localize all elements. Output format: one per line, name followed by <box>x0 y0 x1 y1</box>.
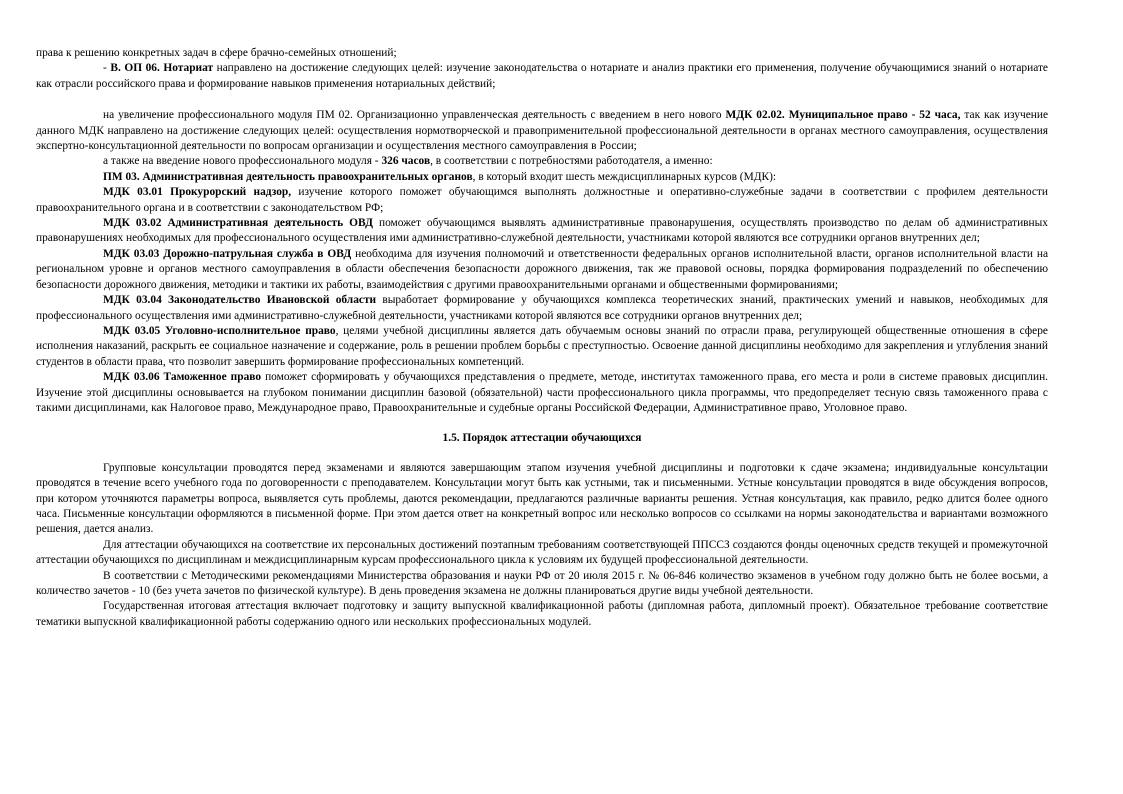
bold-text: МДК 03.03 Дорожно-патрульная служба в ОВД <box>103 247 352 260</box>
paragraph <box>36 61 1048 92</box>
text-run: , целями учебной дисциплины является дать обучаемым основы знаний по отрасли права, регулирующей общественные отношения в сфере исполнения наказаний, раскрыть ее социальное назначение и содержание, роль в решении проблем борьбы с преступностью. Освоение данной дисциплины необходимо для закрепления и углубления знаний студентов в области права, что позволит завершить формирование профессиональных компетенций. <box>36 324 1048 368</box>
paragraph <box>36 538 1048 569</box>
bold-text: В. ОП 06. Нотариат <box>110 62 214 75</box>
paragraph <box>36 569 1048 600</box>
text-run: на увеличение профессионального модуля ПМ 02. Организационно управленческая деятельность с введением в него нового <box>103 109 726 122</box>
text-run: , в соответствии с потребностями работодателя, а именно: <box>430 155 713 168</box>
bold-text: МДК 03.02 Административная деятельность ОВД <box>103 217 373 230</box>
text-run: В соответствии с Методическими рекомендациями Министерства образования и науки РФ от 20 июля 2015 г. № 06-846 количество экзаменов в учебном году должно быть не более восьми, а количество зачетов - 10 (без учета зачетов по физической культуре). В день проведения экзамена не должны планироваться другие виды учебной деятельности. <box>36 569 1048 597</box>
paragraph <box>36 293 1048 324</box>
paragraph <box>36 247 1048 293</box>
paragraph <box>36 461 1048 538</box>
bold-text: МДК 03.04 Законодательство Ивановской области <box>103 294 377 307</box>
paragraph <box>36 370 1048 416</box>
paragraph <box>36 170 1048 185</box>
bold-text: ПМ 03. Административная деятельность правоохранительных органов <box>103 170 473 183</box>
bold-text: МДК 03.06 Таможенное право <box>103 371 262 384</box>
bold-text: МДК 03.01 Прокурорский надзор, <box>103 186 292 199</box>
bold-text: МДК 02.02. Муниципальное право - 52 часа, <box>725 109 961 122</box>
document-body <box>36 46 1048 630</box>
text-run: поможет обучающимся выявлять административные правонарушения, осуществлять производство по делам об административных правонарушениях необходимых для профессионального осуществления ими административно-служебной деятельности, участниками которой являются все сотрудники органов внутренних дел; <box>36 217 1048 245</box>
text-run: , в который входит шесть междисциплинарных курсов (МДК): <box>472 170 777 183</box>
paragraph <box>36 185 1048 216</box>
paragraph <box>36 108 1048 154</box>
text-run: необходима для изучения полномочий и ответственности федеральных органов исполнительной власти, органов исполнительной власти на региональном уровне и органов местного самоуправления в области обеспечения безопасности дорожного движения, так же правовой основы, порядка формирования подразделений по обеспечению безопасности дорожного движения, методики и тактики их работы, взаимодействия с другими правоохранительными органами и общественными формированиями; <box>36 247 1049 291</box>
text-run: так как изучение данного МДК направлено на достижение следующих целей: осуществления нормотворческой и правоприменительной профессиональной деятельности в органах местного самоуправления, осуществления экспертно-консультационной деятельности по вопросам организации и осуществления местного самоуправления в России; <box>36 109 1048 153</box>
text-run: Групповые консультации проводятся перед экзаменами и являются завершающим этапом изучения учебной дисциплины и подготовки к сдаче экзамена; индивидуальные консультации проводятся в течение всего учебного года по договоренности с преподавателем. Консультации могут быть как устными, так и письменными. Устные консультации проводятся в виде обсуждения вопросов, при котором уточняются параметры вопроса, выявляется суть проблемы, даются рекомендации, предлагаются различные варианты решения. Устная консультация, как правило, редко длится более одного часа. Письменные консультации оформляются в письменной форме. При этом дается ответ на конкретный вопрос или несколько вопросов со ссылками на нормы законодательства и вариантами возможного решения, дается анализ. <box>36 461 1048 536</box>
text-run: поможет сформировать у обучающихся представления о предмете, методе, институтах таможенного права, его места и роли в системе правовых дисциплин. Изучение этой дисциплины основывается на глубоком понимании дисциплин базовой (обязательной) части профессионального цикла программы, что предопределяет тесную связь таможенного права с такими дисциплинами, как Налоговое право, Международное право, Правоохранительные и судебные органы Российской Федерации, Административное право, Уголовное право. <box>36 371 1049 414</box>
paragraph <box>36 324 1048 370</box>
text-run: изучение которого поможет обучающимся выполнять должностные и оперативно-служебные задачи в соответствии с профилем деятельности правоохранительного органа и в соответствии с законодательством РФ; <box>36 186 1048 214</box>
text-run: Государственная итоговая аттестация включает подготовку и защиту выпускной квалификационной работы (дипломная работа, дипломный проект). Обязательное требование соответствие тематики выпускной квалификационной работы содержанию одного или нескольких профессиональных модулей. <box>36 600 1048 628</box>
section-heading <box>36 431 1048 446</box>
text-run: 1.5. Порядок аттестации обучающихся <box>442 432 642 445</box>
paragraph <box>36 599 1048 630</box>
bold-text: МДК 03.05 Уголовно-исполнительное право <box>103 324 336 337</box>
paragraph <box>36 46 1048 61</box>
text-run: Для аттестации обучающихся на соответствие их персональных достижений поэтапным требованиям соответствующей ППССЗ создаются фонды оценочных средств текущей и промежуточной аттестации обучающихся по дисциплинам и междисциплинарным курсам профессионального цикла к условиям их будущей профессиональной деятельности. <box>36 538 1048 567</box>
paragraph <box>36 154 1048 169</box>
bold-text: 326 часов <box>381 155 431 168</box>
text-run: направлено на достижение следующих целей: изучение законодательства о нотариате и анализ практики его применения, получение обучающимися знаний о нотариате как отрасли российского права и формирование навыков применения нотариальных действий; <box>36 62 1048 90</box>
text-run: выработает формирование у обучающихся комплекса теоретических знаний, практических умений и навыков, необходимых для профессионального осуществления ими административно-служебной деятельности, участниками которой являются все сотрудники органов внутренних дел; <box>36 294 1048 322</box>
text-run: а также на введение нового профессионального модуля - <box>103 155 382 168</box>
text-run: права к решению конкретных задач в сфере брачно-семейных отношений; <box>36 47 397 59</box>
text-run: - <box>103 62 111 75</box>
paragraph-spacer <box>36 92 1048 108</box>
paragraph <box>36 216 1048 247</box>
